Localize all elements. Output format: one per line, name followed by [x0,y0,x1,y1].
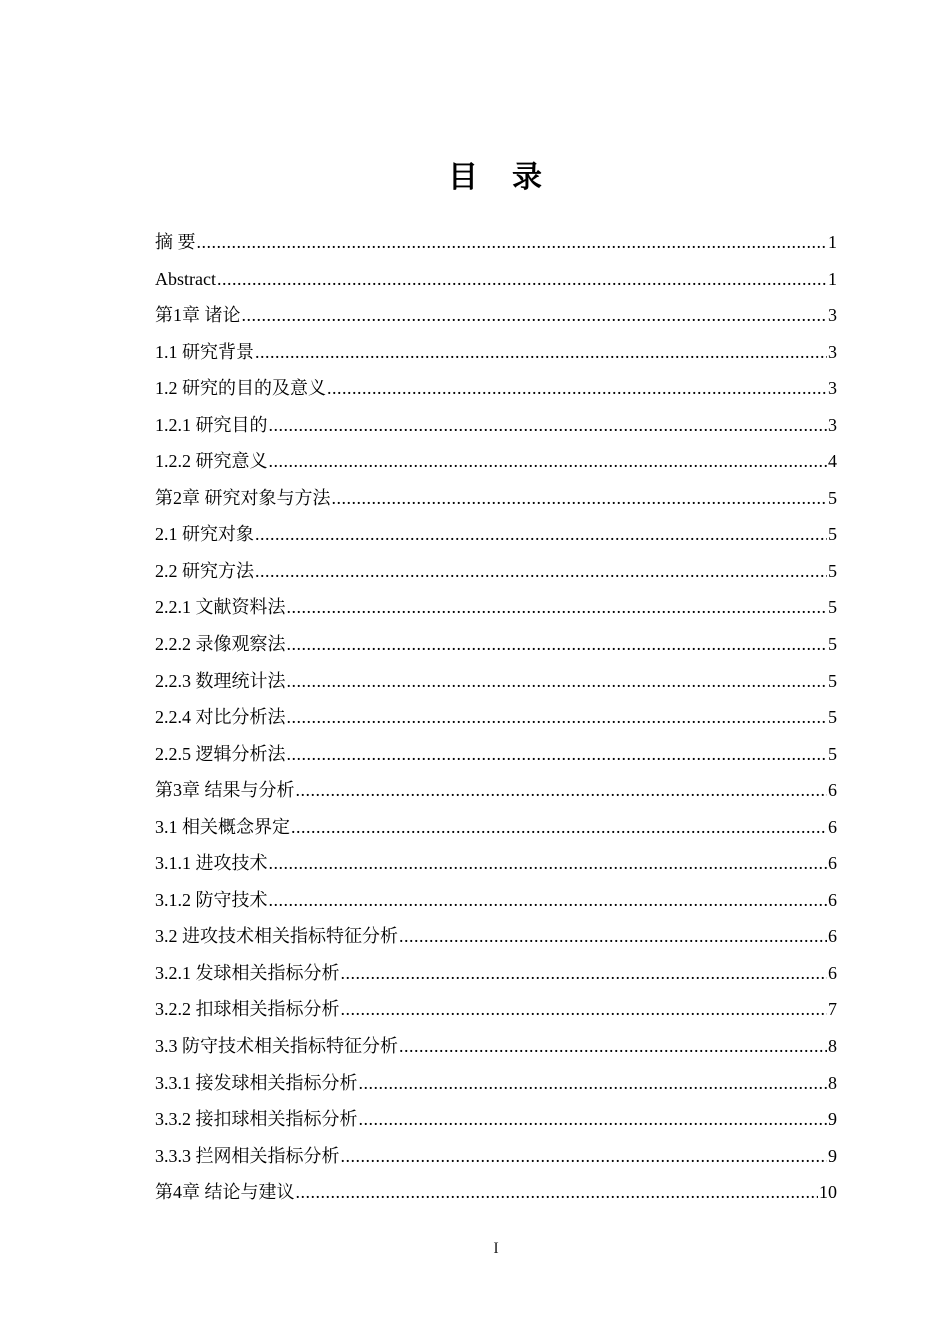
toc-entry[interactable] [155,882,837,919]
dot-leader [341,1138,828,1175]
toc-entry[interactable] [155,663,837,700]
toc-list [155,224,837,1211]
dot-leader [255,553,827,590]
toc-entry-label: 3.3 防守技术相关指标特征分析 [155,1036,398,1057]
toc-entry[interactable] [155,1028,837,1065]
toc-entry[interactable] [155,516,837,553]
toc-entry-label: 2.2.4 对比分析法 [155,707,286,728]
toc-entry-label: 1.1 研究背景 [155,341,254,362]
toc-entry-label: 3.1.1 进攻技术 [155,853,268,874]
toc-entry-label: 2.1 研究对象 [155,524,254,545]
toc-entry[interactable] [155,334,837,371]
toc-entry[interactable] [155,261,837,298]
toc-entry[interactable] [155,955,837,992]
dot-leader [197,224,828,261]
toc-entry-page: 5 [828,743,837,764]
toc-entry-page: 6 [828,889,837,910]
toc-entry-page: 5 [828,634,837,655]
toc-entry-page: 6 [828,780,837,801]
toc-entry-page: 3 [828,305,837,326]
toc-entry[interactable] [155,407,837,444]
page-number-footer: I [493,1240,499,1257]
dot-leader [287,589,828,626]
toc-entry-page: 7 [828,999,837,1020]
toc-entry-page: 6 [828,962,837,983]
toc-entry[interactable] [155,772,837,809]
toc-entry-page: 1 [828,232,837,252]
toc-entry[interactable] [155,370,837,407]
dot-leader [327,370,827,407]
toc-entry-label: 3.3.1 接发球相关指标分析 [155,1072,358,1093]
toc-entry-label: 2.2.2 录像观察法 [155,634,286,655]
dot-leader [296,1174,819,1211]
toc-entry-label: 第4章 结论与建议 [155,1182,295,1203]
toc-entry[interactable] [155,589,837,626]
dot-leader [269,407,828,444]
toc-entry-label: 第1章 诸论 [155,305,241,326]
toc-entry[interactable] [155,553,837,590]
toc-entry-page: 3 [828,414,837,435]
dot-leader [217,261,827,298]
toc-entry[interactable] [155,1174,837,1211]
toc-entry-label: 第2章 研究对象与方法 [155,487,331,508]
toc-entry-page: 9 [828,1145,837,1166]
toc-title: 目 录 [448,161,544,194]
toc-entry-page: 6 [828,926,837,947]
toc-entry[interactable] [155,626,837,663]
toc-entry-label: 3.1 相关概念界定 [155,816,290,837]
toc-entry-label: 3.3.2 接扣球相关指标分析 [155,1109,358,1130]
toc-entry-page: 8 [828,1072,837,1093]
toc-entry-label: 2.2.1 文献资料法 [155,597,286,618]
toc-entry-page: 9 [828,1109,837,1130]
toc-entry-label: 1.2.1 研究目的 [155,414,268,435]
dot-leader [399,918,827,955]
toc-entry-label: 1.2.2 研究意义 [155,451,268,472]
toc-entry-page: 6 [828,853,837,874]
dot-leader [296,772,828,809]
toc-entry[interactable] [155,809,837,846]
dot-leader [255,334,827,371]
toc-entry-page: 5 [828,524,837,545]
toc-entry-label: Abstract [155,268,216,289]
dot-leader [341,955,828,992]
toc-entry[interactable] [155,845,837,882]
toc-entry[interactable] [155,1138,837,1175]
toc-entry-label: 3.2.1 发球相关指标分析 [155,962,340,983]
toc-entry[interactable] [155,480,837,517]
toc-entry-page: 8 [828,1036,837,1057]
toc-entry[interactable] [155,736,837,773]
toc-entry-label: 3.2.2 扣球相关指标分析 [155,999,340,1020]
dot-leader [359,1065,828,1102]
toc-entry[interactable] [155,991,837,1028]
dot-leader [341,991,828,1028]
toc-entry-page: 3 [828,378,837,399]
toc-entry-page: 5 [828,560,837,581]
toc-entry[interactable] [155,1065,837,1102]
dot-leader [287,736,828,773]
dot-leader [287,663,828,700]
toc-entry-page: 1 [828,268,837,289]
toc-entry-page: 4 [828,451,837,472]
toc-entry[interactable] [155,918,837,955]
toc-entry-label: 摘 要 [155,232,196,252]
dot-leader [255,516,827,553]
toc-entry[interactable] [155,224,837,261]
toc-entry-label: 3.1.2 防守技术 [155,889,268,910]
toc-entry-page: 5 [828,597,837,618]
toc-entry-page: 6 [828,816,837,837]
toc-entry-label: 第3章 结果与分析 [155,780,295,801]
toc-entry-page: 3 [828,341,837,362]
dot-leader [269,443,828,480]
dot-leader [287,626,828,663]
toc-entry-page: 5 [828,670,837,691]
toc-entry-label: 2.2.5 逻辑分析法 [155,743,286,764]
toc-entry-page: 5 [828,487,837,508]
toc-entry-label: 3.2 进攻技术相关指标特征分析 [155,926,398,947]
dot-leader [269,845,828,882]
dot-leader [242,297,828,334]
toc-entry[interactable] [155,443,837,480]
toc-entry[interactable] [155,1101,837,1138]
toc-entry-label: 2.2.3 数理统计法 [155,670,286,691]
toc-entry-page: 10 [819,1182,837,1203]
toc-entry-label: 2.2 研究方法 [155,560,254,581]
toc-entry-label: 1.2 研究的目的及意义 [155,378,326,399]
dot-leader [399,1028,827,1065]
toc-entry[interactable] [155,297,837,334]
toc-entry[interactable] [155,699,837,736]
toc-entry-page: 5 [828,707,837,728]
dot-leader [287,699,828,736]
dot-leader [291,809,827,846]
dot-leader [332,480,828,517]
toc-entry-label: 3.3.3 拦网相关指标分析 [155,1145,340,1166]
dot-leader [269,882,828,919]
dot-leader [359,1101,828,1138]
